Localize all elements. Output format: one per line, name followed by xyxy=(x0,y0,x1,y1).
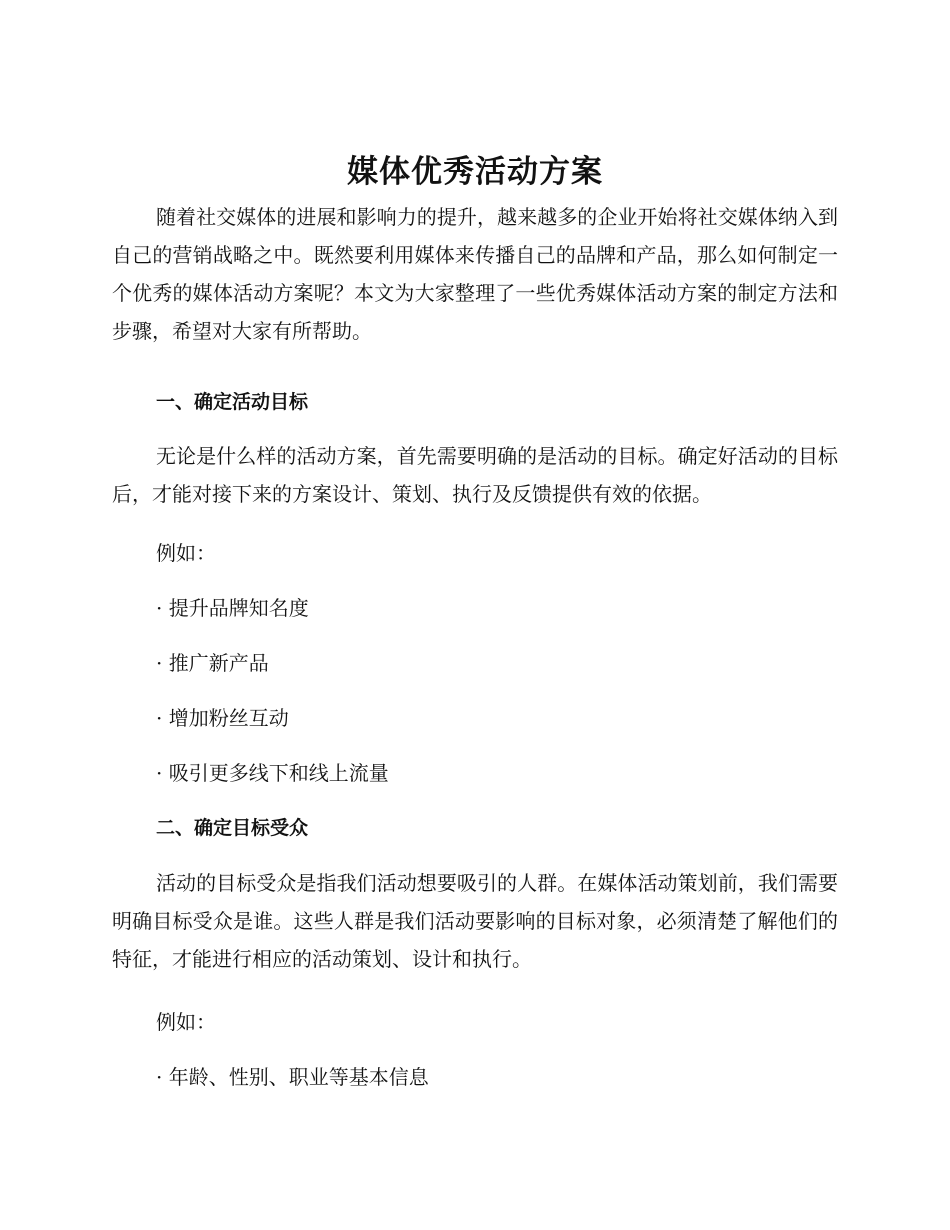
section-2-paragraph: 活动的目标受众是指我们活动想要吸引的人群。在媒体活动策划前，我们需要明确目标受众是谁。这些人群是我们活动要影响的目标对象，必须清楚了解他们的特征，才能进行相应的活动策划、设计和执行。 xyxy=(112,871,838,971)
section-1-heading: 一、确定活动目标 xyxy=(156,391,309,413)
section-1-paragraph: 无论是什么样的活动方案，首先需要明确的是活动的目标。确定好活动的目标后，才能对接下来的方案设计、策划、执行及反馈提供有效的依据。 xyxy=(112,444,838,506)
intro-paragraph: 随着社交媒体的进展和影响力的提升，越来越多的企业开始将社交媒体纳入到自己的营销战略之中。既然要利用媒体来传播自己的品牌和产品，那么如何制定一个优秀的媒体活动方案呢？本文为大家整理了一些优秀媒体活动方案的制定方法和步骤，希望对大家有所帮助。 xyxy=(112,205,838,343)
document-page xyxy=(112,0,838,1230)
section-1-list-item: · 推广新产品 xyxy=(156,651,269,675)
section-2-list-item: · 年龄、性别、职业等基本信息 xyxy=(156,1065,429,1089)
document-title: 媒体优秀活动方案 xyxy=(347,154,603,190)
section-2-heading: 二、确定目标受众 xyxy=(156,817,309,839)
section-1-list-item: · 吸引更多线下和线上流量 xyxy=(156,761,389,785)
section-1-list-item: · 增加粉丝互动 xyxy=(156,706,289,730)
section-2-example-label: 例如： xyxy=(156,1010,216,1034)
section-1-list-item: · 提升品牌知名度 xyxy=(156,596,309,620)
section-1-example-label: 例如： xyxy=(156,541,216,565)
